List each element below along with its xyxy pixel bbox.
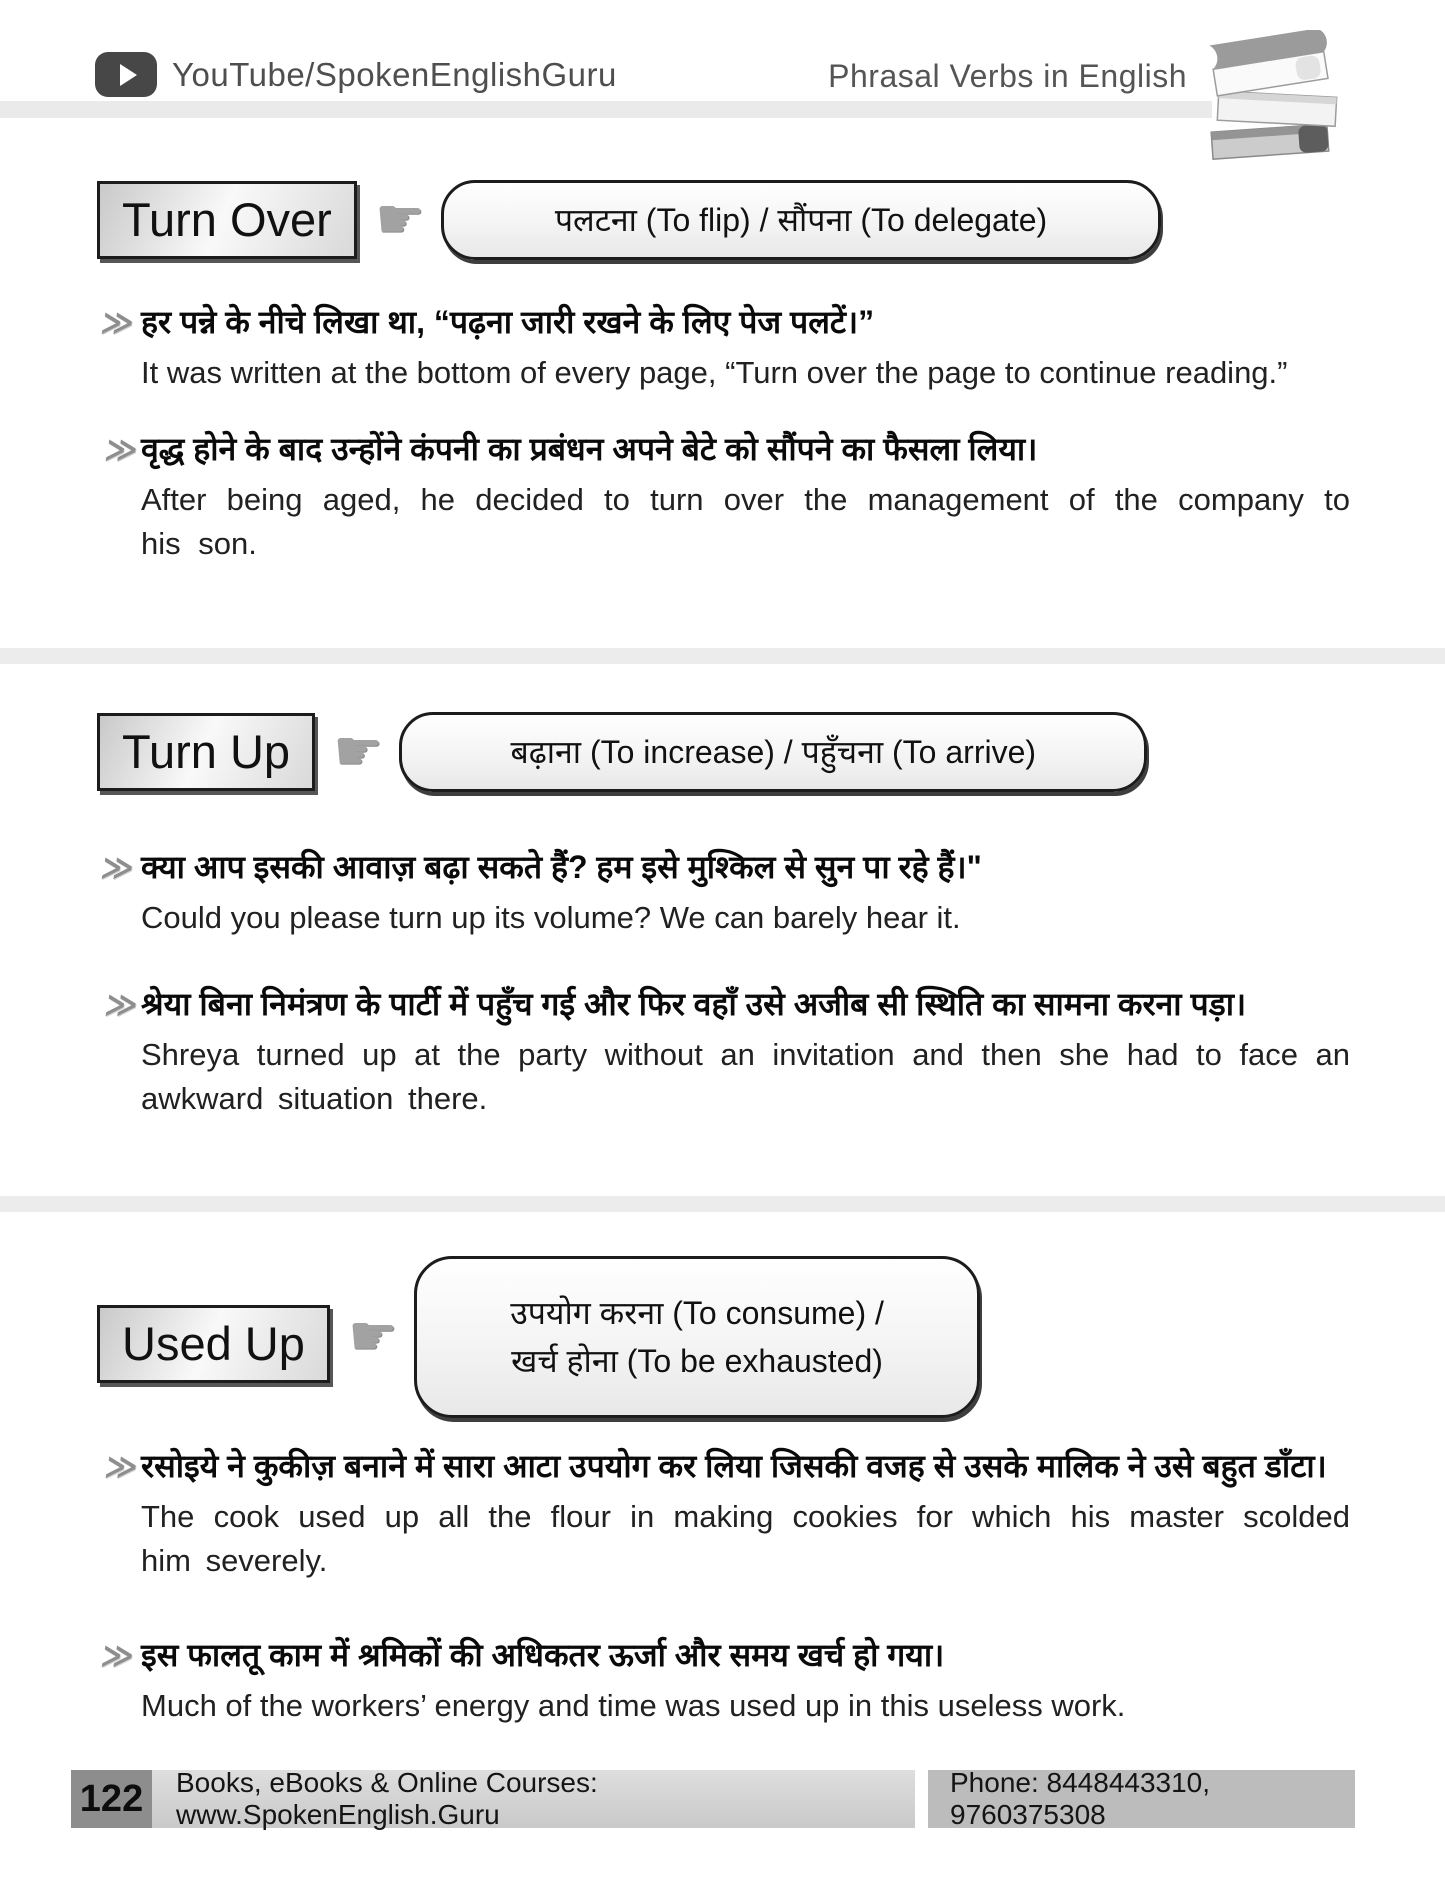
- example-english: Could you please turn up its volume? We can barely hear it.: [141, 900, 961, 936]
- example-english: After being aged, he decided to turn over the management of the company to his son.: [141, 482, 1350, 562]
- example-body: [141, 427, 1350, 566]
- double-chevron-bullet-icon: ≫: [102, 987, 141, 1023]
- meaning-text: उपयोग करना (To consume) /: [510, 1295, 884, 1331]
- section-used-up: [97, 1256, 1350, 1728]
- example-item: [97, 982, 1350, 1121]
- example-body: [141, 300, 1350, 395]
- phrasal-verb-label: Turn Over: [97, 181, 357, 259]
- header-gray-band: [0, 101, 1212, 118]
- footer-bar: [71, 1767, 1355, 1830]
- example-hindi: क्या आप इसकी आवाज़ बढ़ा सकते हैं? हम इसे मुश्किल से सुन पा रहे हैं।": [141, 849, 982, 885]
- example-body: [141, 982, 1350, 1121]
- example-hindi: वृद्ध होने के बाद उन्होंने कंपनी का प्रबंधन अपने बेटे को सौंपने का फैसला लिया।: [141, 431, 1038, 468]
- channel-name: YouTube/SpokenEnglishGuru: [172, 56, 617, 93]
- section-divider: [0, 648, 1445, 664]
- phrasal-verb-label: Turn Up: [97, 713, 315, 791]
- section-header-row: [97, 1256, 1350, 1418]
- section-turn-over: [97, 178, 1350, 566]
- double-chevron-bullet-icon: ≫: [102, 432, 141, 468]
- example-hindi: हर पन्ने के नीचे लिखा था, “पढ़ना जारी रखने के लिए पेज पलटें।”: [141, 304, 875, 340]
- example-hindi: श्रेया बिना निमंत्रण के पार्टी में पहुँच गई और फिर वहाँ उसे अजीब सी स्थिति का सामना करना पड़ा।: [141, 986, 1247, 1023]
- pointing-hand-icon: ☛: [347, 1304, 399, 1369]
- example-body: [141, 1444, 1350, 1583]
- example-english: The cook used up all the flour in making cookies for which his master scolded him severely.: [141, 1499, 1350, 1579]
- example-english: It was written at the bottom of every page, “Turn over the page to continue reading.”: [141, 355, 1288, 391]
- section-header-row: [97, 178, 1350, 262]
- meaning-text-line2: खर्च होना (To be exhausted): [511, 1343, 883, 1379]
- page-title: Phrasal Verbs in English: [828, 58, 1187, 94]
- footer-phone-text: Phone: 8448443310, 9760375308: [928, 1770, 1355, 1828]
- example-body: [141, 1633, 1350, 1728]
- page-number: 122: [71, 1770, 152, 1828]
- pointing-hand-icon: ☛: [374, 187, 426, 252]
- example-english: Shreya turned up at the party without an invitation and then she had to face an awkward situation there.: [141, 1037, 1350, 1117]
- example-hindi: रसोइये ने कुकीज़ बनाने में सारा आटा उपयोग कर लिया जिसकी वजह से उसके मालिक ने उसे बहुत डाँटा।: [141, 1448, 1327, 1484]
- footer-courses-text: Books, eBooks & Online Courses: www.SpokenEnglish.Guru: [152, 1770, 915, 1828]
- meaning-text: पलटना (To flip) / सौंपना (To delegate): [554, 202, 1048, 238]
- double-chevron-bullet-icon: ≫: [98, 305, 137, 340]
- section-turn-up: [97, 710, 1350, 1121]
- example-body: [141, 845, 1350, 940]
- play-triangle-icon: [120, 64, 137, 86]
- section-divider: [0, 1196, 1445, 1212]
- example-item: [97, 1444, 1350, 1583]
- meaning-pill: [399, 712, 1147, 792]
- double-chevron-bullet-icon: ≫: [98, 1638, 137, 1674]
- meaning-pill: [441, 180, 1161, 260]
- example-item: [97, 845, 1350, 940]
- phrasal-verb-label: Used Up: [97, 1305, 330, 1383]
- double-chevron-bullet-icon: ≫: [98, 850, 137, 885]
- example-item: [97, 1633, 1350, 1728]
- meaning-text: बढ़ाना (To increase) / पहुँचना (To arrive): [510, 734, 1037, 770]
- example-item: [97, 427, 1350, 566]
- example-item: [97, 300, 1350, 395]
- example-english: Much of the workers’ energy and time was used up in this useless work.: [141, 1688, 1126, 1724]
- youtube-play-icon: [95, 52, 157, 97]
- books-stack-icon: [1196, 30, 1348, 175]
- pointing-hand-icon: ☛: [333, 719, 384, 784]
- meaning-pill: [414, 1256, 980, 1418]
- double-chevron-bullet-icon: ≫: [102, 1449, 141, 1484]
- section-header-row: [97, 710, 1350, 794]
- example-hindi: इस फालतू काम में श्रमिकों की अधिकतर ऊर्जा और समय खर्च हो गया।: [141, 1637, 945, 1674]
